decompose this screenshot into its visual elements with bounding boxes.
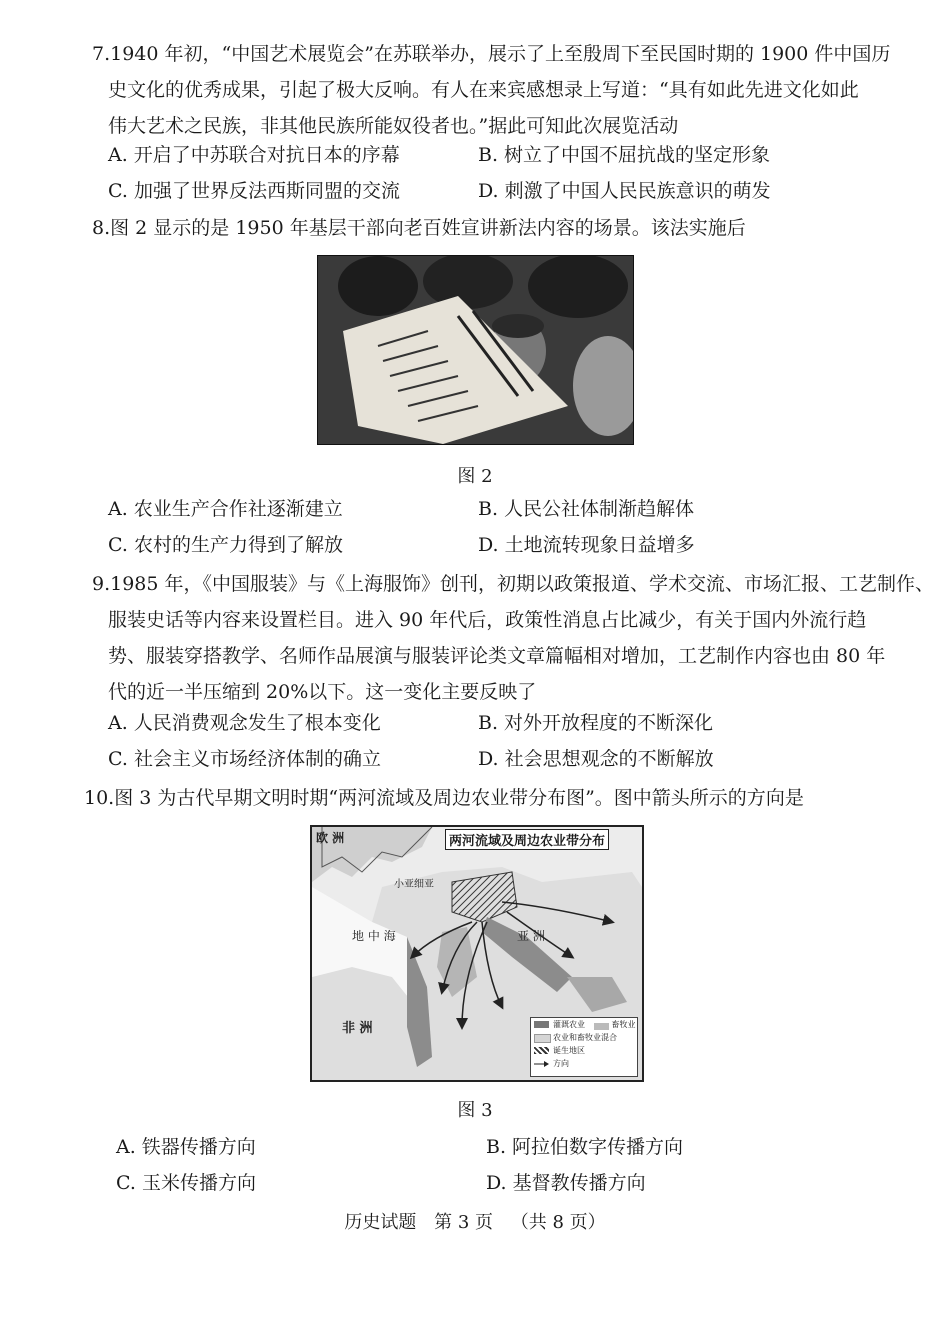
option-b[interactable]: B. 阿拉伯数字传播方向 [486, 1136, 684, 1158]
legend-label-origin: 诞生地区 [553, 1046, 585, 1055]
question-9-options [108, 708, 808, 780]
map-legend [530, 1017, 638, 1077]
map-label-africa: 非 洲 [342, 1021, 373, 1036]
figure-2-photo [317, 255, 634, 445]
option-b[interactable]: B. 对外开放程度的不断深化 [478, 712, 714, 734]
swatch-mixed [534, 1034, 551, 1043]
legend-item-direction [531, 1057, 637, 1070]
question-7-line-3: 伟大艺术之民族，非其他民族所能奴役者也。”据此可知此次展览活动 [108, 115, 679, 137]
photo-illustration [318, 256, 633, 444]
map-label-asia-minor: 小亚细亚 [394, 879, 434, 890]
legend-item-origin [531, 1044, 637, 1057]
swatch-pastoral [594, 1023, 609, 1030]
footer-total-pages: （共 8 页） [510, 1212, 606, 1233]
swatch-irrigation [534, 1021, 549, 1028]
question-9-line-4: 代的近一半压缩到 20%以下。这一变化主要反映了 [108, 681, 537, 703]
page-footer [0, 1208, 950, 1234]
legend-label-pastoral: 畜牧业 [611, 1020, 636, 1029]
figure-2-caption: 图 2 [457, 466, 493, 487]
question-8 [92, 210, 882, 246]
map-title: 两河流域及周边农业带分布 [445, 829, 609, 850]
question-9-line-2: 服装史话等内容来设置栏目。进入 90 年代后，政策性消息占比减少，有关于国内外流行趋 [108, 609, 867, 631]
option-d[interactable]: D. 基督教传播方向 [486, 1172, 646, 1194]
option-a[interactable]: A. 人民消费观念发生了根本变化 [108, 712, 381, 734]
question-9 [92, 566, 935, 710]
legend-label-irrigation: 灌溉农业 [553, 1020, 585, 1029]
option-d[interactable]: D. 土地流转现象日益增多 [478, 534, 695, 556]
option-c[interactable]: C. 农村的生产力得到了解放 [108, 534, 343, 556]
figure-3-caption: 图 3 [457, 1100, 493, 1121]
question-8-stem: 8.图 2 显示的是 1950 年基层干部向老百姓宣讲新法内容的场景。该法实施后 [92, 217, 746, 239]
option-c[interactable]: C. 玉米传播方向 [116, 1172, 256, 1194]
option-a[interactable]: A. 开启了中苏联合对抗日本的序幕 [108, 144, 400, 166]
option-c[interactable]: C. 加强了世界反法西斯同盟的交流 [108, 180, 400, 202]
option-c[interactable]: C. 社会主义市场经济体制的确立 [108, 748, 381, 770]
question-9-line-3: 势、服装穿搭教学、名师作品展演与服装评论类文章篇幅相对增加，工艺制作内容也由 80 年 [108, 645, 886, 667]
footer-page-number: 第 3 页 [434, 1212, 493, 1233]
map-label-mediterranean: 地 中 海 [352, 929, 396, 943]
question-8-options [108, 494, 808, 566]
map-label-asia: 亚 洲 [517, 929, 545, 943]
option-d[interactable]: D. 刺激了中国人民民族意识的萌发 [478, 180, 771, 202]
question-9-line-1: 9.1985 年，《中国服装》与《上海服饰》创刊，初期以政策报道、学术交流、市场汇报、工艺制作、 [92, 573, 935, 595]
question-7-options [108, 140, 808, 212]
option-a[interactable]: A. 铁器传播方向 [116, 1136, 256, 1158]
legend-label-direction: 方向 [553, 1059, 569, 1068]
footer-subject: 历史试题 [344, 1212, 417, 1233]
question-10-options [116, 1132, 816, 1204]
question-7 [92, 36, 891, 144]
legend-label-mixed: 农业和畜牧业混合 [553, 1033, 617, 1042]
legend-item-pastoral [594, 1020, 636, 1029]
legend-item-mixed [531, 1031, 637, 1044]
option-b[interactable]: B. 树立了中国不屈抗战的坚定形象 [478, 144, 771, 166]
question-7-line-1: 7.1940 年初，“中国艺术展览会”在苏联举办，展示了上至殷周下至民国时期的 1900 件中国历 [92, 43, 891, 65]
arrow-icon [534, 1059, 549, 1066]
option-d[interactable]: D. 社会思想观念的不断解放 [478, 748, 714, 770]
question-10-stem: 10.图 3 为古代早期文明时期“两河流域及周边农业带分布图”。图中箭头所示的方向是 [84, 787, 804, 809]
map-label-europe: 欧 洲 [316, 831, 345, 845]
option-a[interactable]: A. 农业生产合作社逐渐建立 [108, 498, 343, 520]
swatch-origin [534, 1047, 549, 1054]
legend-item-irrigation [531, 1018, 637, 1031]
option-b[interactable]: B. 人民公社体制渐趋解体 [478, 498, 695, 520]
question-10 [84, 780, 874, 816]
figure-3-map [310, 825, 644, 1082]
question-7-line-2: 史文化的优秀成果，引起了极大反响。有人在来宾感想录上写道：“具有如此先进文化如此 [108, 79, 859, 101]
